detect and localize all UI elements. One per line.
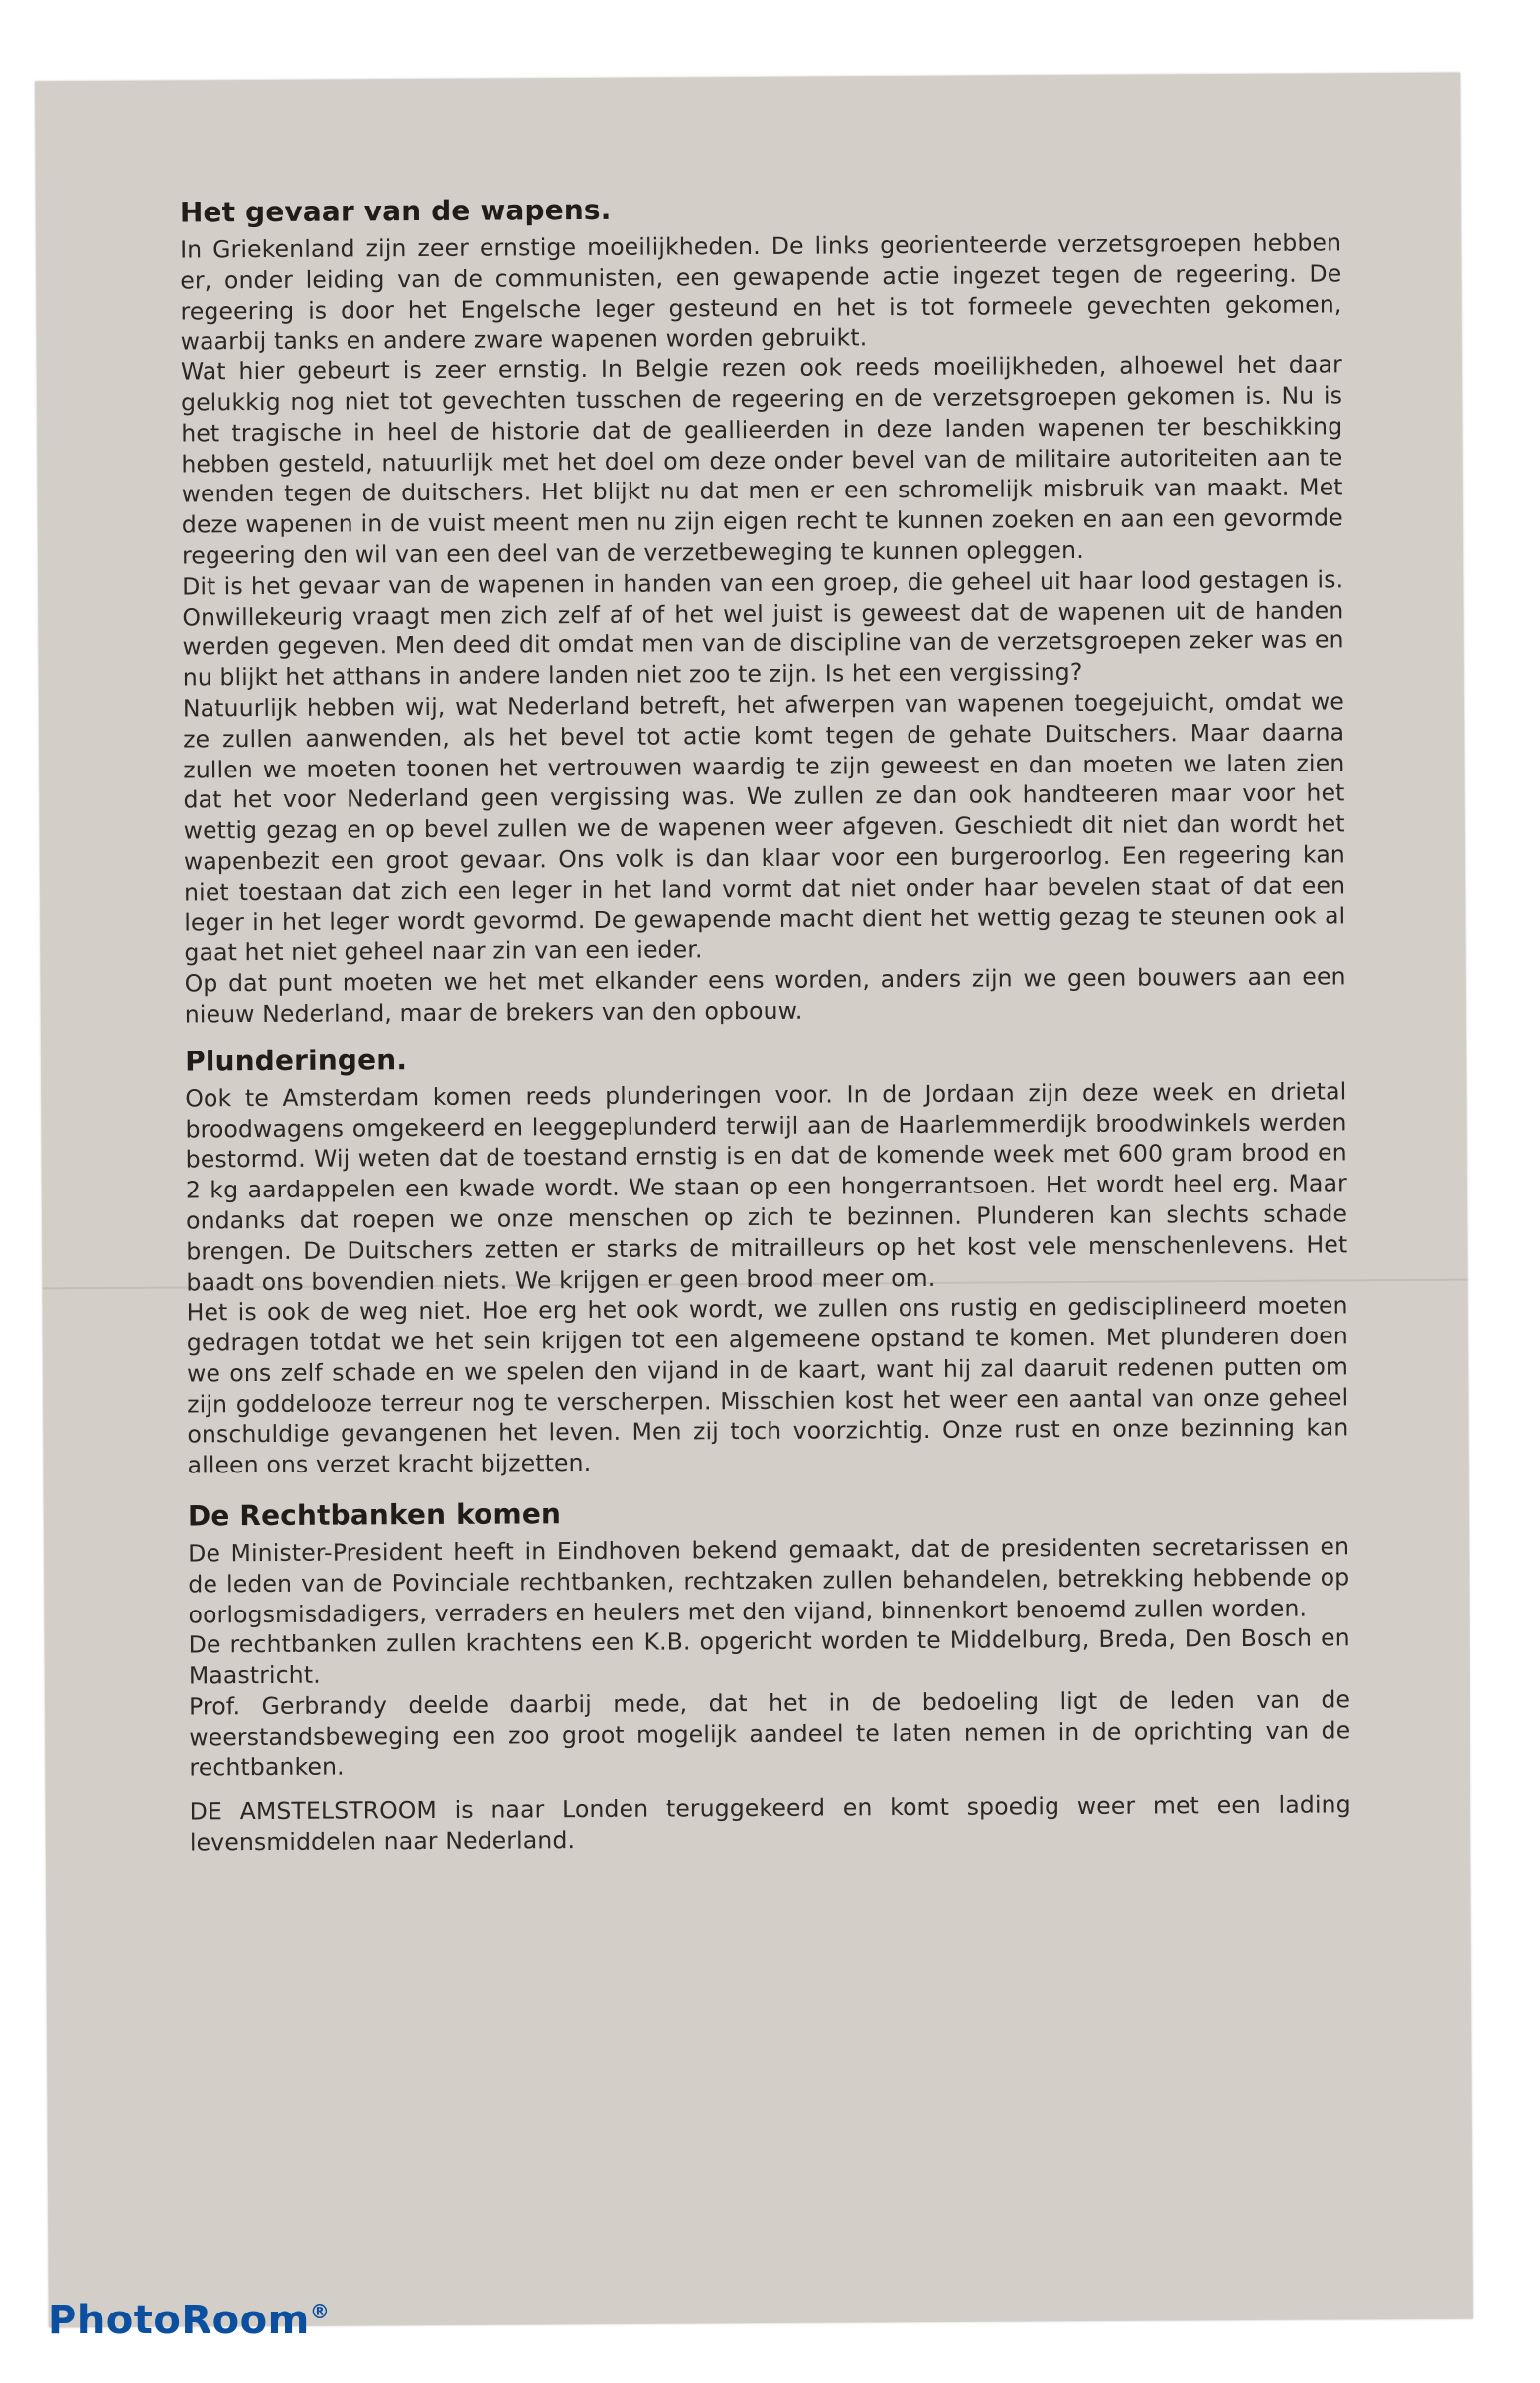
paragraph: Wat hier gebeurt is zeer ernstig. In Belgie rezen ook reeds moeilijkheden, alhoewel het daar gelukkig nog niet tot gevechten tusschen de regeering en de verzetsgroepen gekomen is. Nu is het tragische in heel de historie dat de geallieerden in deze landen wapenen ter beschikking hebben gesteld, natuurlijk met het doel om deze onder bevel van de militaire autoriteiten aan te wenden tegen de duitschers. Het blijkt nu dat men er een schromelijk misbruik van maakt. Met deze wapenen in de vuist meent men nu zijn eigen recht te kunnen zoeken en aan een gevormde regeering den wil van een deel van de verzetbeweging te kunnen opleggen. [180, 350, 1343, 570]
paragraph: De rechtbanken zullen krachtens een K.B. opgericht worden te Middelburg, Breda, Den Bosch en Maastricht. [188, 1623, 1350, 1690]
paragraph: Natuurlijk hebben wij, wat Nederland betreft, het afwerpen van wapenen toegejuicht, omdat we ze zullen aanwenden, als het bevel tot actie komt tegen de gehate Duitschers. Maar daarna zullen we moeten toonen het vertrouwen waardig te zijn geweest en dan moeten we laten zien dat het voor Nederland geen vergissing was. We zullen ze dan ook handteeren maar voor het wettig gezag en op bevel zullen we de wapenen weer afgeven. Geschiedt dit niet dan wordt het wapenbezit een groot gevaar. Ons volk is dan klaar voor een burgeroorlog. Een regeering kan niet toestaan dat zich een leger in het land vormt dat niet onder haar bevelen staat of dat een leger in het leger wordt gevormd. De gewapende macht dient het wettig gezag te steunen ook al gaat het niet geheel naar zin van een ieder. [182, 687, 1346, 967]
paragraph: Dit is het gevaar van de wapenen in handen van een groep, die geheel uit haar lood gestagen is. Onwillekeurig vraagt men zich zelf af of het wel juist is geweest dat de wapenen uit de handen werden gegeven. Men deed dit omdat men van de discipline van de verzetsgroepen zeker was en nu blijkt het atthans in andere landen niet zoo te zijn. Is het een vergissing? [182, 565, 1344, 692]
closing-note: DE AMSTELSTROOM is naar Londen teruggekeerd en komt spoedig weer met een lading levensmiddelen naar Nederland. [189, 1790, 1351, 1857]
leaflet-text [180, 188, 1351, 1858]
registered-mark: ® [309, 2300, 331, 2323]
paragraph: De Minister-President heeft in Eindhoven bekend gemaakt, dat de presidenten secretarissen en de leden van de Povinciale rechtbanken, rechtzaken zullen behandelen, betrekking hebbende op oorlogsmisdadigers, verraders en heulers met den vijand, binnenkort benoemd zullen worden. [188, 1532, 1350, 1629]
photoroom-watermark [48, 2298, 330, 2343]
paragraph: Op dat punt moeten we het met elkander eens worden, anders zijn we geen bouwers aan een nieuw Nederland, maar de brekers van den opbouw. [184, 962, 1346, 1029]
leaflet-page [35, 73, 1473, 2328]
section-title-rechtbanken: De Rechtbanken komen [187, 1497, 562, 1533]
section-title-wapens: Het gevaar van de wapens. [179, 193, 612, 229]
watermark-text: PhotoRoom [48, 2298, 310, 2343]
paragraph: Het is ook de weg niet. Hoe erg het ook wordt, we zullen ons rustig en gedisciplineerd moeten gedragen totdat we het sein krijgen tot een algemeene opstand te komen. Met plunderen doen we ons zelf schade en we spelen den vijand in de kaart, want hij zal daaruit redenen putten om zijn goddelooze terreur nog te verscherpen. Misschien kost het weer een aantal van onze geheel onschuldige gevangenen het leven. Men zij toch voorzichtig. Onze rust en onze bezinning kan alleen ons verzet kracht bijzetten. [186, 1291, 1349, 1479]
section-title-plunderingen: Plunderingen. [185, 1043, 408, 1078]
paragraph: Prof. Gerbrandy deelde daarbij mede, dat het in de bedoeling ligt de leden van de weerstandsbeweging een zoo groot mogelijk aandeel te laten nemen in de oprichting van de rechtbanken. [189, 1685, 1351, 1782]
paragraph: In Griekenland zijn zeer ernstige moeilijkheden. De links georienteerde verzetsgroepen hebben er, onder leiding van de communisten, een gewapende actie ingezet tegen de regeering. De regeering is door het Engelsche leger gesteund en het is tot formeele gevechten gekomen, waarbij tanks en andere zware wapenen worden gebruikt. [180, 228, 1342, 355]
paragraph: Ook te Amsterdam komen reeds plunderingen voor. In de Jordaan zijn deze week en drietal broodwagens omgekeerd en leeggeplunderd terwijl aan de Haarlemmerdijk broodwinkels werden bestormd. Wij weten dat de toestand ernstig is en dat de komende week met 600 gram brood en 2 kg aardappelen een kwade wordt. We staan op een hongerrantsoen. Het wordt heel erg. Maar ondanks dat roepen we onze menschen op zich te bezinnen. Plunderen kan slechts schade brengen. De Duitschers zetten er starks de mitrailleurs op het kost vele menschenlevens. Het baadt ons bovendien niets. We krijgen er geen brood meer om. [185, 1077, 1348, 1296]
